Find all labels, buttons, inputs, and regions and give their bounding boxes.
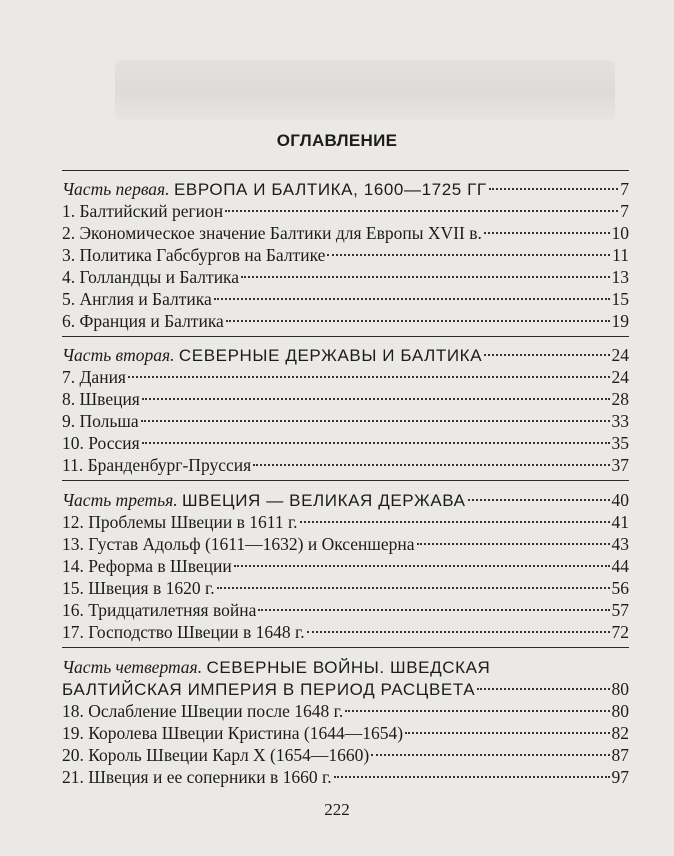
leader-dots xyxy=(300,521,610,523)
part-title: СЕВЕРНЫЕ ВОЙНЫ. ШВЕДСКАЯ xyxy=(206,658,491,677)
page-number: 222 xyxy=(324,800,350,819)
leader-dots xyxy=(327,254,610,256)
chapter-title: 14. Реформа в Швеции xyxy=(62,556,232,576)
page-ref: 24 xyxy=(611,345,629,365)
chapter-title: 11. Бранденбург-Пруссия xyxy=(62,455,252,475)
page-ref: 57 xyxy=(611,600,629,620)
leader-dots xyxy=(484,232,610,234)
leader-dots xyxy=(345,710,609,712)
leader-dots xyxy=(225,210,618,212)
part-label: Часть первая. xyxy=(62,179,170,199)
leader-dots xyxy=(234,565,610,567)
toc-entry[interactable] xyxy=(62,599,629,621)
part-title: СЕВЕРНЫЕ ДЕРЖАВЫ И БАЛТИКА xyxy=(178,346,483,365)
chapter-title: 16. Тридцатилетняя война xyxy=(62,600,257,620)
page-ref: 10 xyxy=(611,223,629,243)
chapter-title: 1. Балтийский регион xyxy=(62,201,224,221)
toc-entry[interactable] xyxy=(62,388,629,410)
page-ref: 41 xyxy=(611,512,629,532)
leader-dots xyxy=(226,320,610,322)
toc-entry[interactable] xyxy=(62,700,629,722)
leader-dots xyxy=(477,688,609,690)
page-ref: 7 xyxy=(620,201,629,221)
page-ref: 19 xyxy=(611,311,629,331)
leader-dots xyxy=(307,631,610,633)
chapter-title: 20. Король Швеции Карл X (1654—1660) xyxy=(62,745,370,765)
toc-part-heading[interactable] xyxy=(62,178,629,200)
toc-entry[interactable] xyxy=(62,454,629,476)
page-ref: 24 xyxy=(611,367,629,387)
leader-dots xyxy=(334,776,610,778)
chapter-title: 15. Швеция в 1620 г. xyxy=(62,578,215,598)
toc-entry[interactable] xyxy=(62,577,629,599)
toc-entry[interactable] xyxy=(62,555,629,577)
page-ref: 80 xyxy=(611,701,629,721)
leader-dots xyxy=(217,587,610,589)
toc-entry[interactable] xyxy=(62,511,629,533)
leader-dots xyxy=(142,398,610,400)
toc-entry[interactable] xyxy=(62,722,629,744)
chapter-title: 10. Россия xyxy=(62,433,140,453)
toc-part-3 xyxy=(62,489,629,643)
part-title-continued: БАЛТИЙСКАЯ ИМПЕРИЯ В ПЕРИОД РАСЦВЕТА xyxy=(62,680,476,699)
toc-entry[interactable] xyxy=(62,766,629,788)
toc-entry[interactable] xyxy=(62,744,629,766)
page-ref: 7 xyxy=(620,179,629,199)
leader-dots xyxy=(142,442,610,444)
leader-dots xyxy=(258,609,609,611)
page-ref: 35 xyxy=(611,433,629,453)
chapter-title: 7. Дания xyxy=(62,367,126,387)
leader-dots xyxy=(484,354,609,356)
page-title: ОГЛАВЛЕНИЕ xyxy=(276,131,398,150)
chapter-title: 17. Господство Швеции в 1648 г. xyxy=(62,622,305,642)
part-label: Часть четвертая. xyxy=(62,657,203,677)
toc-entry[interactable] xyxy=(62,310,629,332)
page-ref: 37 xyxy=(611,455,629,475)
leader-dots xyxy=(214,298,610,300)
page-ref: 40 xyxy=(611,490,629,510)
toc-entry[interactable] xyxy=(62,432,629,454)
chapter-title: 9. Польша xyxy=(62,411,139,431)
leader-dots xyxy=(371,754,609,756)
bleed-through-shadow xyxy=(115,60,615,120)
chapter-title: 13. Густав Адольф (1611—1632) и Оксеншерна xyxy=(62,534,415,554)
toc-entry[interactable] xyxy=(62,366,629,388)
leader-dots xyxy=(128,376,610,378)
page-ref: 15 xyxy=(611,289,629,309)
toc-part-heading[interactable] xyxy=(62,344,629,366)
toc-entry[interactable] xyxy=(62,533,629,555)
page-ref: 72 xyxy=(611,622,629,642)
toc-entry[interactable] xyxy=(62,200,629,222)
toc-part-heading-line1[interactable] xyxy=(62,656,629,678)
page-ref: 97 xyxy=(611,767,629,787)
leader-dots xyxy=(241,276,609,278)
page-ref: 87 xyxy=(611,745,629,765)
leader-dots xyxy=(253,464,609,466)
page-ref: 28 xyxy=(611,389,629,409)
page-ref: 43 xyxy=(611,534,629,554)
toc-part-heading-line2[interactable] xyxy=(62,678,629,700)
part-label: Часть вторая. xyxy=(62,345,175,365)
chapter-title: 8. Швеция xyxy=(62,389,140,409)
page-ref: 33 xyxy=(611,411,629,431)
chapter-title: 6. Франция и Балтика xyxy=(62,311,224,331)
leader-dots xyxy=(468,499,610,501)
page-ref: 56 xyxy=(611,578,629,598)
toc-entry[interactable] xyxy=(62,266,629,288)
page-ref: 11 xyxy=(612,245,629,265)
leader-dots xyxy=(489,188,619,190)
part-separator xyxy=(62,336,629,337)
page-ref: 82 xyxy=(611,723,629,743)
part-separator xyxy=(62,647,629,648)
toc-part-4 xyxy=(62,656,629,788)
toc-part-2 xyxy=(62,344,629,476)
toc-entry[interactable] xyxy=(62,288,629,310)
part-title: ЕВРОПА И БАЛТИКА, 1600—1725 ГГ xyxy=(173,180,487,199)
chapter-title: 12. Проблемы Швеции в 1611 г. xyxy=(62,512,298,532)
toc-entry[interactable] xyxy=(62,244,629,266)
leader-dots xyxy=(417,543,610,545)
chapter-title: 19. Королева Швеции Кристина (1644—1654) xyxy=(62,723,404,743)
chapter-title: 4. Голландцы и Балтика xyxy=(62,267,240,287)
part-title: ШВЕЦИЯ — ВЕЛИКАЯ ДЕРЖАВА xyxy=(181,491,466,510)
leader-dots xyxy=(405,732,609,734)
chapter-title: 21. Швеция и ее соперники в 1660 г. xyxy=(62,767,332,787)
toc-part-1 xyxy=(62,178,629,332)
toc-entry[interactable] xyxy=(62,410,629,432)
part-label: Часть третья. xyxy=(62,490,178,510)
chapter-title: 3. Политика Габсбургов на Балтике xyxy=(62,245,326,265)
toc-entry[interactable] xyxy=(62,222,629,244)
leader-dots xyxy=(141,420,610,422)
page-ref: 13 xyxy=(611,267,629,287)
toc-part-heading[interactable] xyxy=(62,489,629,511)
page-ref: 80 xyxy=(611,679,629,699)
page-ref: 44 xyxy=(611,556,629,576)
chapter-title: 2. Экономическое значение Балтики для Европы XVII в. xyxy=(62,223,482,243)
part-separator xyxy=(62,170,629,171)
chapter-title: 5. Англия и Балтика xyxy=(62,289,212,309)
part-separator xyxy=(62,480,629,481)
toc-entry[interactable] xyxy=(62,621,629,643)
chapter-title: 18. Ослабление Швеции после 1648 г. xyxy=(62,701,344,721)
